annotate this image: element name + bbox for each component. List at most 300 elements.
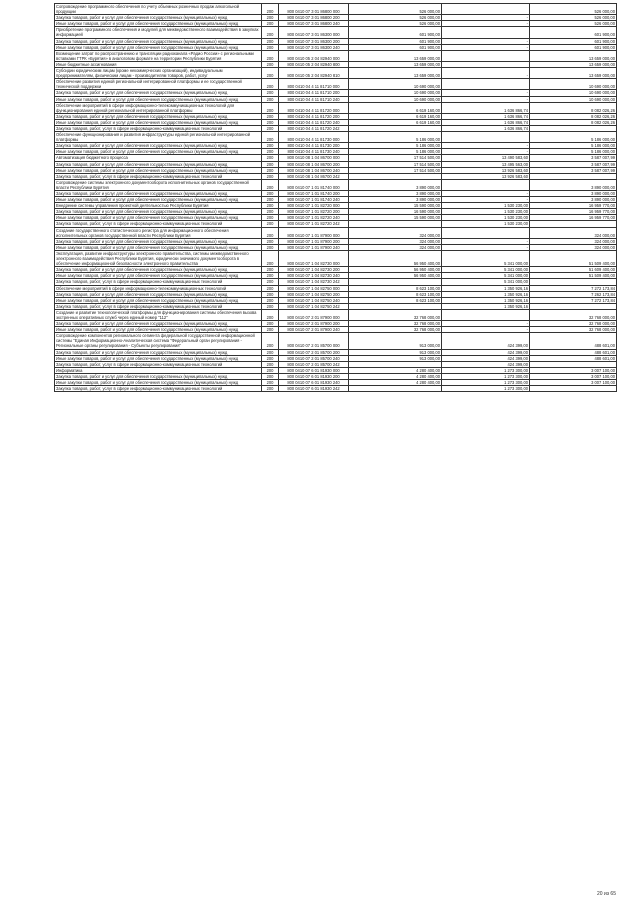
kvr-cell: 200	[262, 113, 279, 119]
item-name-cell: Закупка товаров, работ и услуг для обеспечения государственных (муниципальных) нужд	[55, 113, 262, 119]
change-amount-cell: 1 350 926,16	[442, 291, 530, 297]
kvr-cell: 200	[262, 250, 279, 266]
kvr-cell: 200	[262, 96, 279, 102]
budget-table-sheet	[54, 3, 616, 392]
total-amount-cell: 8 082 026,26	[530, 102, 617, 113]
item-name-cell: Сопровождение программного обеспечения по учету объемных розничных продаж алкогольной продукции	[55, 4, 262, 15]
table-row	[55, 227, 617, 238]
item-name-cell: Иные закупки товаров, работ и услуг для обеспечения государственных (муниципальных) нужд	[55, 197, 262, 203]
total-amount-cell: 7 262 173,84	[530, 291, 617, 297]
total-amount-cell: 8 082 026,26	[530, 119, 617, 125]
item-name-cell: Обеспечение мероприятий в сфере информационно-телекоммуникационных технологий	[55, 285, 262, 291]
item-name-cell: Внедрение системы управления проектной деятельностью Республики Бурятия	[55, 203, 262, 209]
total-amount-cell: 10 690 000,00	[530, 90, 617, 96]
kvr-cell: 200	[262, 203, 279, 209]
kvr-cell: 200	[262, 380, 279, 386]
table-row	[55, 4, 617, 15]
kvr-cell: 200	[262, 79, 279, 90]
classification-code-cell: 800 0410 07 1 01 81740 000	[279, 179, 349, 190]
item-name-cell: Закупка товаров, работ, услуг в сфере информационно-коммуникационных технологий	[55, 125, 262, 131]
item-name-cell: Закупка товаров, работ и услуг для обеспечения государственных (муниципальных) нужд	[55, 191, 262, 197]
change-amount-cell: -	[442, 90, 530, 96]
change-amount-cell: 1 636 866,74	[442, 119, 530, 125]
total-amount-cell: 13 659 000,00	[530, 61, 617, 67]
change-amount-cell	[442, 227, 530, 238]
total-amount-cell: 51 509 400,00	[530, 273, 617, 279]
classification-code-cell: 800 0410 07 1 01 81740 240	[279, 197, 349, 203]
amount-cell: 32 768 000,00	[349, 327, 442, 333]
change-amount-cell: 1 530 230,00	[442, 221, 530, 227]
table-row	[55, 250, 617, 266]
item-name-cell: Закупка товаров, работ и услуг для обеспечения государственных (муниципальных) нужд	[55, 321, 262, 327]
item-name-cell: Иные закупки товаров, работ и услуг для обеспечения государственных (муниципальных) нужд	[55, 215, 262, 221]
change-amount-cell: -	[442, 191, 530, 197]
kvr-cell: 200	[262, 355, 279, 361]
total-amount-cell: 3 890 000,00	[530, 191, 617, 197]
change-amount-cell: 424 399,00	[442, 333, 530, 349]
total-amount-cell: 10 690 000,00	[530, 96, 617, 102]
change-amount-cell: 13 926 583,60	[442, 167, 530, 173]
amount-cell: 601 900,00	[349, 27, 442, 38]
kvr-cell: 200	[262, 155, 279, 161]
classification-code-cell: 800 0410 04 4 11 81730 240	[279, 149, 349, 155]
classification-code-cell: 800 0410 08 1 04 86700 242	[279, 173, 349, 179]
amount-cell: 324 000,00	[349, 238, 442, 244]
kvr-cell: 200	[262, 279, 279, 285]
kvr-cell: 200	[262, 333, 279, 349]
classification-code-cell: 800 0410 04 4 11 81730 000	[279, 132, 349, 143]
amount-cell: 8 623 100,00	[349, 297, 442, 303]
total-amount-cell: 324 000,00	[530, 244, 617, 250]
item-name-cell: Сопровождение компонентов регионального сегмента федеральной государственной информационной системы "Единая Информационно-Аналитическая система "Федеральный орган регулирования - Региональные органы регулирования - Субъекты регулирования"	[55, 333, 262, 349]
total-amount-cell: 526 000,00	[530, 15, 617, 21]
item-name-cell: Обеспечение функционирования и развития инфраструктуры единой региональной интегрированной платформы	[55, 132, 262, 143]
amount-cell: 15 590 000,00	[349, 215, 442, 221]
table-row	[55, 27, 617, 38]
classification-code-cell: 800 0410 07 2 01 85700 240	[279, 355, 349, 361]
classification-code-cell: 800 0410 04 4 11 81720 242	[279, 125, 349, 131]
table-row	[55, 50, 617, 61]
item-name-cell: Иные закупки товаров, работ и услуг для обеспечения государственных (муниципальных) нужд	[55, 327, 262, 333]
item-name-cell: Закупка товаров, работ и услуг для обеспечения государственных (муниципальных) нужд	[55, 291, 262, 297]
item-name-cell: Обеспечение развития единой региональной интегрированной платформы и ее государственной технической поддержки	[55, 79, 262, 90]
total-amount-cell: 16 959 770,00	[530, 215, 617, 221]
total-amount-cell: 13 659 000,00	[530, 50, 617, 61]
change-amount-cell: 1 636 866,74	[442, 102, 530, 113]
classification-code-cell: 800 0410 04 4 11 81720 000	[279, 102, 349, 113]
change-amount-cell: 424 399,00	[442, 361, 530, 367]
item-name-cell: Эксплуатация, развитие инфраструктуры электронного правительства, системы межведомственного электронного взаимодействия Республики Бурятия, юридически значимого документооборота в обеспечение информационной безопасности электронного правительства	[55, 250, 262, 266]
amount-cell: 56 950 400,00	[349, 250, 442, 266]
change-amount-cell: 5 341 000,00	[442, 250, 530, 266]
kvr-cell: 200	[262, 321, 279, 327]
classification-code-cell: 800 0410 04 4 11 81720 200	[279, 113, 349, 119]
amount-cell: 324 000,00	[349, 244, 442, 250]
amount-cell: 526 000,00	[349, 15, 442, 21]
item-name-cell: Иные закупки товаров, работ и услуг для обеспечения государственных (муниципальных) нужд	[55, 380, 262, 386]
item-name-cell: Обеспечение мероприятий в сфере информационно-телекоммуникационных технологий для функционирования единой региональной интегрированной платформы	[55, 102, 262, 113]
classification-code-cell: 800 0410 07 3 01 86300 000	[279, 27, 349, 38]
item-name-cell: Закупка товаров, работ и услуг для обеспечения государственных (муниципальных) нужд	[55, 267, 262, 273]
amount-cell: 913 000,00	[349, 355, 442, 361]
change-amount-cell	[442, 132, 530, 143]
kvr-cell: 200	[262, 143, 279, 149]
total-amount-cell: 3 587 007,99	[530, 167, 617, 173]
table-row	[55, 333, 617, 349]
amount-cell: 16 590 000,00	[349, 209, 442, 215]
kvr-cell: 200	[262, 15, 279, 21]
change-amount-cell: -	[442, 44, 530, 50]
kvr-cell: 200	[262, 197, 279, 203]
classification-code-cell: 800 0410 07 6 01 81930 240	[279, 380, 349, 386]
classification-code-cell: 800 0410 07 6 01 81930 242	[279, 386, 349, 392]
kvr-cell: 200	[262, 309, 279, 320]
change-amount-cell: 424 399,00	[442, 355, 530, 361]
change-amount-cell	[442, 309, 530, 320]
item-name-cell: Закупка товаров, работ, услуг в сфере информационно-коммуникационных технологий	[55, 303, 262, 309]
kvr-cell: 200	[262, 191, 279, 197]
kvr-cell: 200	[262, 291, 279, 297]
amount-cell: 601 900,00	[349, 44, 442, 50]
classification-code-cell: 800 0410 07 1 01 87900 000	[279, 227, 349, 238]
item-name-cell: Закупка товаров, работ и услуг для обеспечения государственных (муниципальных) нужд	[55, 349, 262, 355]
classification-code-cell: 800 0410 07 1 01 82720 242	[279, 221, 349, 227]
total-amount-cell: 526 000,00	[530, 4, 617, 15]
classification-code-cell: 800 0410 07 1 04 82730 000	[279, 250, 349, 266]
kvr-cell: 200	[262, 90, 279, 96]
amount-cell: 56 950 400,00	[349, 273, 442, 279]
page-number: 20 из 65	[597, 891, 616, 897]
total-amount-cell: 8 082 026,26	[530, 113, 617, 119]
kvr-cell: 200	[262, 179, 279, 190]
total-amount-cell: 51 509 400,00	[530, 250, 617, 266]
kvr-cell: 200	[262, 27, 279, 38]
total-amount-cell: 601 900,00	[530, 44, 617, 50]
classification-code-cell: 800 0410 07 2 01 85700 242	[279, 361, 349, 367]
kvr-cell: 200	[262, 44, 279, 50]
change-amount-cell: 1 636 866,74	[442, 125, 530, 131]
item-name-cell: Закупка товаров, работ и услуг для обеспечения государственных (муниципальных) нужд	[55, 143, 262, 149]
item-name-cell: Возмещение затрат по распространению и трансляции радиоканала «Радио России» с региональными вставками ГТРК «Бурятия» в аналоговом формате на территории Республики Бурятия	[55, 50, 262, 61]
classification-code-cell: 800 0410 07 3 01 86300 240	[279, 44, 349, 50]
classification-code-cell: 800 0410 07 1 01 82720 200	[279, 209, 349, 215]
kvr-cell: 200	[262, 273, 279, 279]
classification-code-cell: 800 0410 04 4 11 81720 240	[279, 119, 349, 125]
amount-cell: 526 000,00	[349, 4, 442, 15]
kvr-cell: 200	[262, 61, 279, 67]
item-name-cell: Создание государственного статистического регистра для информационного обеспечения исполнительных органов государственной власти Республики Бурятия	[55, 227, 262, 238]
total-amount-cell: 324 000,00	[530, 227, 617, 238]
amount-cell: 13 659 000,00	[349, 61, 442, 67]
total-amount-cell: 3 587 007,99	[530, 161, 617, 167]
change-amount-cell: 13 926 583,60	[442, 173, 530, 179]
classification-code-cell: 800 0410 07 1 04 82750 000	[279, 285, 349, 291]
classification-code-cell: 800 0410 08 1 04 86700 200	[279, 161, 349, 167]
classification-code-cell: 800 0410 08 1 04 86700 240	[279, 167, 349, 173]
kvr-cell: 200	[262, 132, 279, 143]
classification-code-cell: 800 0410 08 1 04 86700 000	[279, 155, 349, 161]
change-amount-cell: -	[442, 327, 530, 333]
classification-code-cell: 800 0410 07 1 04 82730 242	[279, 279, 349, 285]
kvr-cell: 200	[262, 215, 279, 221]
kvr-cell: 200	[262, 68, 279, 79]
kvr-cell: 200	[262, 238, 279, 244]
change-amount-cell: -	[442, 15, 530, 21]
table-row	[55, 386, 617, 392]
amount-cell: 6 619 160,00	[349, 113, 442, 119]
item-name-cell: Закупка товаров, работ, услуг в сфере информационно-коммуникационных технологий	[55, 221, 262, 227]
change-amount-cell: -	[442, 38, 530, 44]
item-name-cell: Закупка товаров, работ и услуг для обеспечения государственных (муниципальных) нужд	[55, 90, 262, 96]
table-row	[55, 132, 617, 143]
total-amount-cell: 3 007 100,00	[530, 373, 617, 379]
classification-code-cell: 800 0410 07 1 04 82730 240	[279, 273, 349, 279]
change-amount-cell: -	[442, 96, 530, 102]
total-amount-cell: 3 890 000,00	[530, 197, 617, 203]
total-amount-cell: 5 186 000,00	[530, 143, 617, 149]
change-amount-cell: 1 273 300,00	[442, 367, 530, 373]
change-amount-cell: 1 350 926,16	[442, 297, 530, 303]
classification-code-cell: 800 0410 07 2 01 87900 240	[279, 327, 349, 333]
amount-cell: 8 623 100,00	[349, 291, 442, 297]
amount-cell: 17 514 500,00	[349, 161, 442, 167]
classification-code-cell: 800 0410 05 2 04 82940 000	[279, 50, 349, 61]
classification-code-cell: 800 0410 07 3 01 86800 240	[279, 21, 349, 27]
total-amount-cell: 5 186 000,00	[530, 132, 617, 143]
amount-cell: 3 890 000,00	[349, 191, 442, 197]
item-name-cell: Субсидии юридическим лицам (кроме некоммерческих организаций), индивидуальным предпринимателям, физическим лицам - производителям товаров, работ, услуг	[55, 68, 262, 79]
item-name-cell: Закупка товаров, работ, услуг в сфере информационно-коммуникационных технологий	[55, 173, 262, 179]
total-amount-cell: 488 601,00	[530, 349, 617, 355]
total-amount-cell: 10 690 000,00	[530, 79, 617, 90]
kvr-cell: 200	[262, 285, 279, 291]
table-row	[55, 179, 617, 190]
item-name-cell: Иные закупки товаров, работ и услуг для обеспечения государственных (муниципальных) нужд	[55, 119, 262, 125]
amount-cell: 6 619 160,00	[349, 102, 442, 113]
kvr-cell: 200	[262, 119, 279, 125]
kvr-cell: 200	[262, 297, 279, 303]
kvr-cell: 200	[262, 173, 279, 179]
classification-code-cell: 800 0410 04 4 11 81730 200	[279, 143, 349, 149]
classification-code-cell: 800 0410 07 6 01 81930 200	[279, 373, 349, 379]
total-amount-cell: 32 768 000,00	[530, 309, 617, 320]
total-amount-cell: 7 272 173,84	[530, 285, 617, 291]
change-amount-cell: 13 490 583,60	[442, 155, 530, 161]
classification-code-cell: 800 0410 07 1 01 82720 240	[279, 215, 349, 221]
amount-cell: 324 000,00	[349, 227, 442, 238]
item-name-cell: Иные закупки товаров, работ и услуг для обеспечения государственных (муниципальных) нужд	[55, 44, 262, 50]
change-amount-cell: 1 273 300,00	[442, 386, 530, 392]
classification-code-cell: 800 0410 07 1 04 82730 200	[279, 267, 349, 273]
total-amount-cell: 324 000,00	[530, 238, 617, 244]
total-amount-cell: 488 601,00	[530, 333, 617, 349]
amount-cell: 17 514 500,00	[349, 155, 442, 161]
change-amount-cell: 1 530 230,00	[442, 203, 530, 209]
item-name-cell: Иные закупки товаров, работ и услуг для обеспечения государственных (муниципальных) нужд	[55, 21, 262, 27]
classification-code-cell: 800 0410 07 3 01 86300 200	[279, 38, 349, 44]
amount-cell: 32 768 000,00	[349, 309, 442, 320]
item-name-cell: Закупка товаров, работ и услуг для обеспечения государственных (муниципальных) нужд	[55, 161, 262, 167]
total-amount-cell: 16 959 770,00	[530, 209, 617, 215]
item-name-cell: Закупка товаров, работ, услуг в сфере информационно-коммуникационных технологий	[55, 279, 262, 285]
kvr-cell: 200	[262, 221, 279, 227]
item-name-cell: Иные закупки товаров, работ и услуг для обеспечения государственных (муниципальных) нужд	[55, 297, 262, 303]
kvr-cell: 200	[262, 21, 279, 27]
item-name-cell: Приобретение программного обеспечения и модулей для межведомственного взаимодействия в закупках информацией	[55, 27, 262, 38]
kvr-cell: 200	[262, 209, 279, 215]
change-amount-cell: 1 636 866,74	[442, 113, 530, 119]
item-name-cell: Закупка товаров, работ и услуг для обеспечения государственных (муниципальных) нужд	[55, 373, 262, 379]
change-amount-cell: -	[442, 197, 530, 203]
amount-cell: 3 890 000,00	[349, 197, 442, 203]
classification-code-cell: 800 0410 07 2 01 85700 000	[279, 333, 349, 349]
kvr-cell: 200	[262, 38, 279, 44]
amount-cell: 10 690 000,00	[349, 90, 442, 96]
amount-cell: 4 280 400,00	[349, 367, 442, 373]
table-row	[55, 102, 617, 113]
total-amount-cell: 526 000,00	[530, 21, 617, 27]
total-amount-cell: 601 900,00	[530, 27, 617, 38]
item-name-cell: Информатика	[55, 367, 262, 373]
kvr-cell: 200	[262, 102, 279, 113]
total-amount-cell: 488 601,00	[530, 355, 617, 361]
change-amount-cell: 1 273 300,00	[442, 380, 530, 386]
budget-table	[54, 3, 617, 392]
classification-code-cell: 800 0410 04 4 11 81710 240	[279, 96, 349, 102]
kvr-cell: 200	[262, 267, 279, 273]
item-name-cell: Иные закупки товаров, работ и услуг для обеспечения государственных (муниципальных) нужд	[55, 244, 262, 250]
classification-code-cell: 800 0410 05 2 04 82940 810	[279, 68, 349, 79]
amount-cell: 4 280 400,00	[349, 380, 442, 386]
change-amount-cell	[442, 179, 530, 190]
amount-cell	[349, 386, 442, 392]
total-amount-cell: 32 768 000,00	[530, 321, 617, 327]
total-amount-cell: 7 272 173,84	[530, 297, 617, 303]
change-amount-cell: 13 495 563,00	[442, 161, 530, 167]
classification-code-cell: 800 0410 07 2 01 87900 000	[279, 309, 349, 320]
change-amount-cell	[442, 79, 530, 90]
classification-code-cell: 800 0410 07 2 01 87900 200	[279, 321, 349, 327]
amount-cell: 601 900,00	[349, 38, 442, 44]
item-name-cell: Закупка товаров, работ, услуг в сфере информационно-коммуникационных технологий	[55, 386, 262, 392]
change-amount-cell: 1 350 926,16	[442, 285, 530, 291]
amount-cell: 13 659 000,00	[349, 50, 442, 61]
amount-cell: 5 186 000,00	[349, 143, 442, 149]
amount-cell: 32 768 000,00	[349, 321, 442, 327]
amount-cell: 15 590 000,00	[349, 203, 442, 209]
change-amount-cell: -	[442, 143, 530, 149]
item-name-cell: Иные бюджетные ассигнования	[55, 61, 262, 67]
change-amount-cell: 1 530 230,00	[442, 215, 530, 221]
classification-code-cell: 800 0410 07 1 04 82750 240	[279, 297, 349, 303]
total-amount-cell	[530, 386, 617, 392]
amount-cell: 5 186 000,00	[349, 149, 442, 155]
change-amount-cell: 5 341 000,00	[442, 267, 530, 273]
kvr-cell: 200	[262, 361, 279, 367]
amount-cell: 3 890 000,00	[349, 179, 442, 190]
change-amount-cell	[442, 4, 530, 15]
kvr-cell: 200	[262, 149, 279, 155]
change-amount-cell: -	[442, 244, 530, 250]
item-name-cell: Закупка товаров, работ и услуг для обеспечения государственных (муниципальных) нужд	[55, 15, 262, 21]
classification-code-cell: 800 0410 07 1 01 81740 200	[279, 191, 349, 197]
kvr-cell: 200	[262, 4, 279, 15]
change-amount-cell: -	[442, 238, 530, 244]
total-amount-cell: 3 007 100,00	[530, 380, 617, 386]
total-amount-cell: 13 659 000,00	[530, 68, 617, 79]
change-amount-cell: -	[442, 68, 530, 79]
classification-code-cell: 800 0410 05 2 04 82940 800	[279, 61, 349, 67]
amount-cell: 5 186 000,00	[349, 132, 442, 143]
kvr-cell: 200	[262, 227, 279, 238]
classification-code-cell: 800 0410 07 6 01 81930 000	[279, 367, 349, 373]
change-amount-cell	[442, 27, 530, 38]
budget-table-body	[55, 4, 617, 392]
item-name-cell: Иные закупки товаров, работ и услуг для обеспечения государственных (муниципальных) нужд	[55, 273, 262, 279]
item-name-cell: Иные закупки товаров, работ и услуг для обеспечения государственных (муниципальных) нужд	[55, 355, 262, 361]
table-row	[55, 79, 617, 90]
change-amount-cell: -	[442, 149, 530, 155]
amount-cell: 13 659 000,00	[349, 68, 442, 79]
classification-code-cell: 800 0410 07 1 01 82720 000	[279, 203, 349, 209]
kvr-cell: 200	[262, 167, 279, 173]
item-name-cell: Иные закупки товаров, работ и услуг для обеспечения государственных (муниципальных) нужд	[55, 149, 262, 155]
amount-cell: 56 950 400,00	[349, 267, 442, 273]
classification-code-cell: 800 0410 07 1 01 87900 200	[279, 238, 349, 244]
total-amount-cell: 51 609 400,00	[530, 267, 617, 273]
change-amount-cell: 5 341 000,00	[442, 273, 530, 279]
kvr-cell: 200	[262, 125, 279, 131]
amount-cell: 526 000,00	[349, 21, 442, 27]
kvr-cell: 200	[262, 161, 279, 167]
kvr-cell: 200	[262, 349, 279, 355]
kvr-cell: 200	[262, 327, 279, 333]
total-amount-cell: 601 900,00	[530, 38, 617, 44]
amount-cell: 10 690 000,00	[349, 96, 442, 102]
kvr-cell: 200	[262, 373, 279, 379]
item-name-cell: Автоматизация бюджетного процесса	[55, 155, 262, 161]
change-amount-cell: 5 341 000,00	[442, 279, 530, 285]
amount-cell: 10 690 000,00	[349, 79, 442, 90]
table-row	[55, 309, 617, 320]
classification-code-cell: 800 0410 04 4 11 81710 000	[279, 79, 349, 90]
classification-code-cell: 800 0410 07 3 01 86800 200	[279, 15, 349, 21]
kvr-cell: 200	[262, 303, 279, 309]
change-amount-cell: 424 399,00	[442, 349, 530, 355]
amount-cell: 913 000,00	[349, 333, 442, 349]
classification-code-cell: 800 0410 07 3 01 86800 000	[279, 4, 349, 15]
kvr-cell: 200	[262, 386, 279, 392]
change-amount-cell: 1 273 300,00	[442, 373, 530, 379]
item-name-cell: Закупка товаров, работ и услуг для обеспечения государственных (муниципальных) нужд	[55, 38, 262, 44]
kvr-cell: 200	[262, 244, 279, 250]
item-name-cell: Иные закупки товаров, работ и услуг для обеспечения государственных (муниципальных) нужд	[55, 96, 262, 102]
total-amount-cell: 3 587 007,99	[530, 155, 617, 161]
change-amount-cell: -	[442, 321, 530, 327]
classification-code-cell: 800 0410 07 1 04 82750 242	[279, 303, 349, 309]
change-amount-cell: 1 530 230,00	[442, 209, 530, 215]
item-name-cell: Закупка товаров, работ и услуг для обеспечения государственных (муниципальных) нужд	[55, 209, 262, 215]
change-amount-cell: -	[442, 21, 530, 27]
total-amount-cell: 3 007 100,00	[530, 367, 617, 373]
item-name-cell: Закупка товаров, работ и услуг для обеспечения государственных (муниципальных) нужд	[55, 238, 262, 244]
classification-code-cell: 800 0410 04 4 11 81710 200	[279, 90, 349, 96]
table-row	[55, 68, 617, 79]
total-amount-cell: 5 186 000,00	[530, 149, 617, 155]
classification-code-cell: 800 0410 07 1 01 87900 240	[279, 244, 349, 250]
change-amount-cell	[442, 50, 530, 61]
amount-cell: 4 280 400,00	[349, 373, 442, 379]
